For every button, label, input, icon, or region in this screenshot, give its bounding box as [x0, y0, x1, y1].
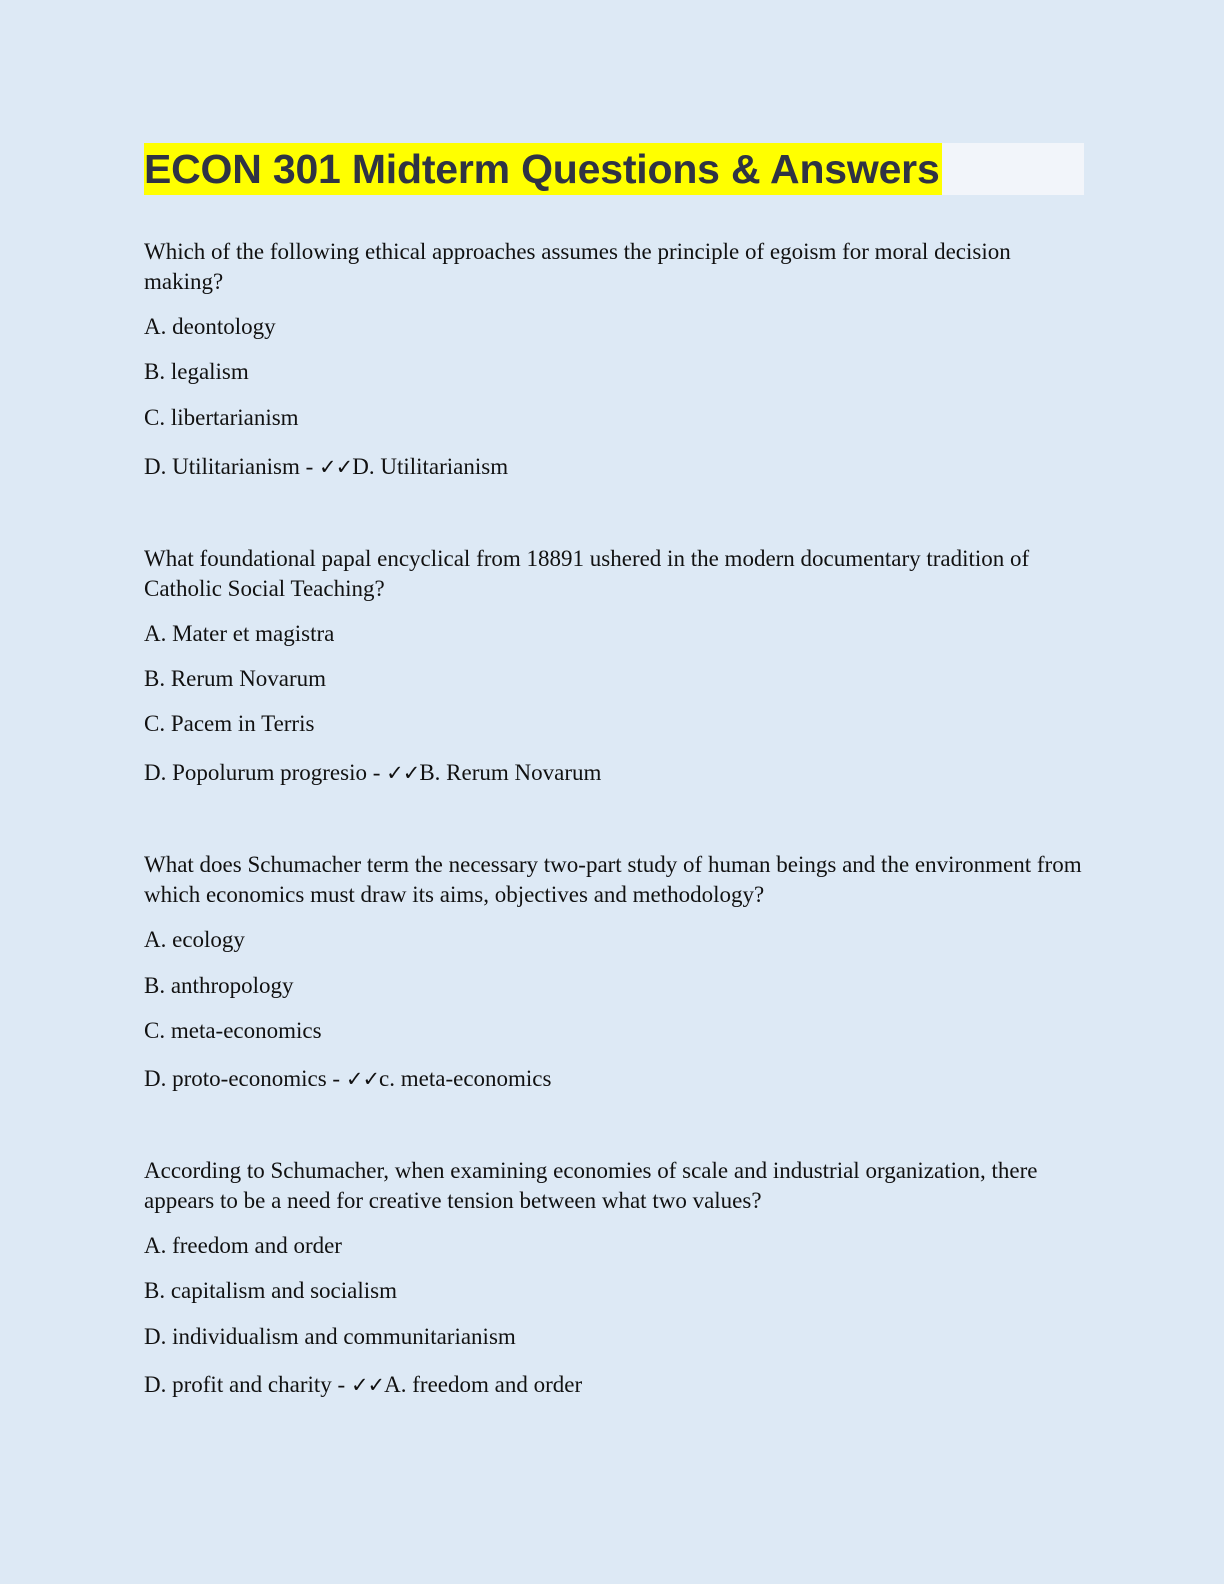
option-d-with-answer — [144, 452, 508, 482]
answer-text: B. Rerum Novarum — [419, 760, 602, 785]
option-a: A. freedom and order — [144, 1233, 342, 1258]
option-d-with-answer — [144, 1064, 551, 1094]
question-block-1 — [144, 237, 1084, 479]
option-b: B. anthropology — [144, 973, 294, 998]
question-text: What does Schumacher term the necessary two-part study of human beings and the environment from which economics must draw its aims, objectives and methodology? — [144, 852, 1082, 907]
double-check-mark-icon: ✓✓ — [386, 761, 420, 785]
double-check-mark-icon: ✓✓ — [319, 455, 353, 479]
option-d-with-answer — [144, 758, 601, 788]
answer-text: A. freedom and order — [384, 1372, 583, 1397]
option-d: D. profit and charity - — [144, 1372, 351, 1397]
option-a: A. ecology — [144, 927, 245, 952]
question-block-2 — [144, 544, 1084, 785]
option-d: D. Utilitarianism - — [144, 454, 320, 479]
question-text: According to Schumacher, when examining economies of scale and industrial organization, there appears to be a need for creative tension between what two values? — [144, 1158, 1038, 1213]
option-c: C. libertarianism — [144, 405, 299, 430]
option-a: A. deontology — [144, 314, 276, 339]
question-text: What foundational papal encyclical from 18891 ushered in the modern documentary tradition of Catholic Social Teaching? — [144, 546, 1030, 601]
option-b: B. legalism — [144, 359, 249, 384]
option-c: C. Pacem in Terris — [144, 711, 315, 736]
option-a: A. Mater et magistra — [144, 621, 335, 646]
question-block-4 — [144, 1156, 1084, 1397]
document-page — [144, 143, 1084, 1397]
double-check-mark-icon: ✓✓ — [345, 1067, 380, 1091]
option-d: D. Popolurum progresio - — [144, 760, 387, 785]
question-text: Which of the following ethical approaches assumes the principle of egoism for moral decision making? — [144, 239, 1011, 294]
option-c: D. individualism and communitarianism — [144, 1324, 516, 1349]
option-d: D. proto-economics - — [144, 1066, 346, 1091]
title-bar — [144, 143, 1084, 195]
double-check-mark-icon: ✓✓ — [350, 1373, 385, 1397]
document-title: ECON 301 Midterm Questions & Answers — [144, 143, 942, 195]
answer-text: D. Utilitarianism — [352, 454, 509, 479]
option-b: B. Rerum Novarum — [144, 666, 327, 691]
option-b: B. capitalism and socialism — [144, 1278, 397, 1303]
answer-text: c. meta-economics — [379, 1066, 552, 1091]
question-block-3 — [144, 850, 1084, 1091]
option-c: C. meta-economics — [144, 1018, 322, 1043]
option-d-with-answer — [144, 1370, 582, 1400]
